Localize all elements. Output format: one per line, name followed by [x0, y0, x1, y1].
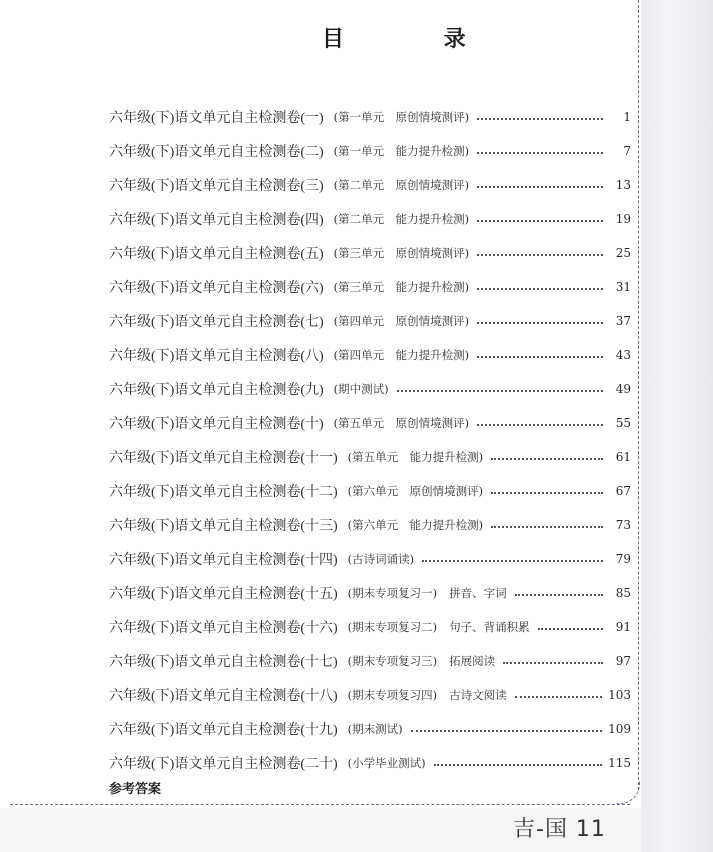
toc-entry[interactable] [109, 304, 631, 338]
toc-entry-title: 六年级(下)语文单元自主检测卷(三) [109, 179, 324, 194]
toc-entry[interactable] [109, 338, 631, 372]
dot-leader [477, 343, 603, 358]
toc-entry-title: 六年级(下)语文单元自主检测卷(七) [109, 315, 324, 330]
toc-entry-topic: 句子、背诵积累 [449, 620, 530, 634]
toc-page-number: 97 [615, 654, 631, 668]
toc-entry[interactable] [109, 576, 631, 610]
toc-entry-topic: 拼音、字词 [449, 586, 507, 600]
table-of-contents [109, 100, 631, 780]
toc-entry-title: 六年级(下)语文单元自主检测卷(十五) [109, 587, 338, 602]
toc-entry[interactable] [109, 678, 631, 712]
toc-entry[interactable] [109, 134, 631, 168]
toc-entry[interactable] [109, 372, 631, 406]
toc-page-number: 79 [615, 552, 631, 566]
dot-leader [491, 479, 603, 494]
toc-entry-unit: (期末专项复习二) [347, 620, 438, 634]
toc-entry-title: 六年级(下)语文单元自主检测卷(十二) [109, 485, 338, 500]
toc-entry[interactable] [109, 440, 631, 474]
dot-leader [422, 547, 603, 562]
toc-page-number: 49 [615, 382, 631, 396]
toc-entry-title: 六年级(下)语文单元自主检测卷(十八) [109, 689, 338, 704]
toc-page-number: 1 [623, 110, 631, 124]
cut-line-bottom [10, 804, 630, 805]
toc-page-number: 19 [615, 212, 631, 226]
toc-entry-unit: (第五单元 原创情境测评) [333, 416, 470, 430]
cut-line-right [638, 0, 639, 790]
toc-entry-title: 六年级(下)语文单元自主检测卷(八) [109, 349, 324, 364]
toc-entry-title: 六年级(下)语文单元自主检测卷(十三) [109, 519, 338, 534]
dot-leader [477, 139, 603, 154]
toc-entry[interactable] [109, 542, 631, 576]
dot-leader [477, 411, 603, 426]
handwritten-note: 吉-国 11 [513, 817, 606, 842]
toc-entry[interactable] [109, 236, 631, 270]
dot-leader [538, 615, 603, 630]
toc-entry-unit: (期末测试) [347, 722, 403, 736]
toc-page-number: 7 [623, 144, 631, 158]
page-title: 目 录 [322, 27, 512, 52]
toc-entry-title: 六年级(下)语文单元自主检测卷(十) [109, 417, 324, 432]
toc-page-number: 13 [615, 178, 631, 192]
toc-entry-unit: (第五单元 能力提升检测) [347, 450, 484, 464]
toc-page-number: 109 [608, 722, 631, 736]
toc-page-number: 115 [608, 756, 631, 770]
toc-entry-title: 六年级(下)语文单元自主检测卷(六) [109, 281, 324, 296]
toc-entry-title: 六年级(下)语文单元自主检测卷(一) [109, 111, 324, 126]
toc-entry-unit: (第一单元 原创情境测评) [333, 110, 470, 124]
toc-entry[interactable] [109, 100, 631, 134]
toc-entry-title: 六年级(下)语文单元自主检测卷(四) [109, 213, 324, 228]
dot-leader [477, 275, 603, 290]
dot-leader [515, 683, 602, 698]
toc-entry-topic: 古诗文阅读 [449, 688, 507, 702]
answers-heading: 参考答案 [109, 782, 162, 797]
toc-page-number: 37 [615, 314, 631, 328]
toc-entry-unit: (小学毕业测试) [347, 756, 426, 770]
toc-entry-title: 六年级(下)语文单元自主检测卷(二十) [109, 757, 338, 772]
toc-entry[interactable] [109, 712, 631, 746]
toc-entry-title: 六年级(下)语文单元自主检测卷(九) [109, 383, 324, 398]
toc-entry-title: 六年级(下)语文单元自主检测卷(十六) [109, 621, 338, 636]
toc-entry-unit: (第四单元 原创情境测评) [333, 314, 470, 328]
dot-leader [503, 649, 603, 664]
toc-page-number: 85 [615, 586, 631, 600]
background-edge [641, 0, 713, 852]
toc-page-number: 31 [615, 280, 631, 294]
toc-entry-title: 六年级(下)语文单元自主检测卷(十一) [109, 451, 338, 466]
dot-leader [434, 751, 602, 766]
toc-page-number: 103 [608, 688, 631, 702]
toc-entry-unit: (期末专项复习一) [347, 586, 438, 600]
toc-entry-unit: (期中测试) [333, 382, 389, 396]
toc-entry[interactable] [109, 508, 631, 542]
toc-entry[interactable] [109, 610, 631, 644]
toc-entry-unit: (第一单元 能力提升检测) [333, 144, 470, 158]
toc-entry[interactable] [109, 474, 631, 508]
dot-leader [491, 445, 603, 460]
toc-page-number: 67 [615, 484, 631, 498]
toc-page-number: 43 [615, 348, 631, 362]
toc-entry[interactable] [109, 746, 631, 780]
toc-entry-unit: (第三单元 原创情境测评) [333, 246, 470, 260]
toc-entry[interactable] [109, 168, 631, 202]
dot-leader [477, 173, 603, 188]
toc-entry[interactable] [109, 644, 631, 678]
toc-entry-unit: (古诗词诵读) [347, 552, 415, 566]
toc-entry-unit: (第二单元 能力提升检测) [333, 212, 470, 226]
dot-leader [477, 207, 603, 222]
dot-leader [397, 377, 603, 392]
toc-entry-topic: 拓展阅读 [449, 654, 496, 668]
toc-entry-unit: (第六单元 原创情境测评) [347, 484, 484, 498]
toc-entry-unit: (第二单元 原创情境测评) [333, 178, 470, 192]
toc-page-number: 91 [615, 620, 631, 634]
toc-entry-unit: (期末专项复习三) [347, 654, 438, 668]
toc-entry-unit: (第三单元 能力提升检测) [333, 280, 470, 294]
dot-leader [477, 309, 603, 324]
toc-entry[interactable] [109, 202, 631, 236]
dot-leader [477, 105, 603, 120]
toc-page-number: 55 [615, 416, 631, 430]
toc-entry-title: 六年级(下)语文单元自主检测卷(十四) [109, 553, 338, 568]
toc-page-number: 73 [615, 518, 631, 532]
toc-entry-title: 六年级(下)语文单元自主检测卷(二) [109, 145, 324, 160]
dot-leader [515, 581, 603, 596]
toc-entry[interactable] [109, 406, 631, 440]
toc-entry-title: 六年级(下)语文单元自主检测卷(十九) [109, 723, 338, 738]
toc-entry[interactable] [109, 270, 631, 304]
dot-leader [411, 717, 602, 732]
toc-entry-title: 六年级(下)语文单元自主检测卷(五) [109, 247, 324, 262]
toc-entry-unit: (期末专项复习四) [347, 688, 438, 702]
toc-page-number: 25 [615, 246, 631, 260]
dot-leader [491, 513, 603, 528]
toc-entry-unit: (第四单元 能力提升检测) [333, 348, 470, 362]
toc-page-number: 61 [615, 450, 631, 464]
toc-entry-unit: (第六单元 能力提升检测) [347, 518, 484, 532]
dot-leader [477, 241, 603, 256]
toc-entry-title: 六年级(下)语文单元自主检测卷(十七) [109, 655, 338, 670]
